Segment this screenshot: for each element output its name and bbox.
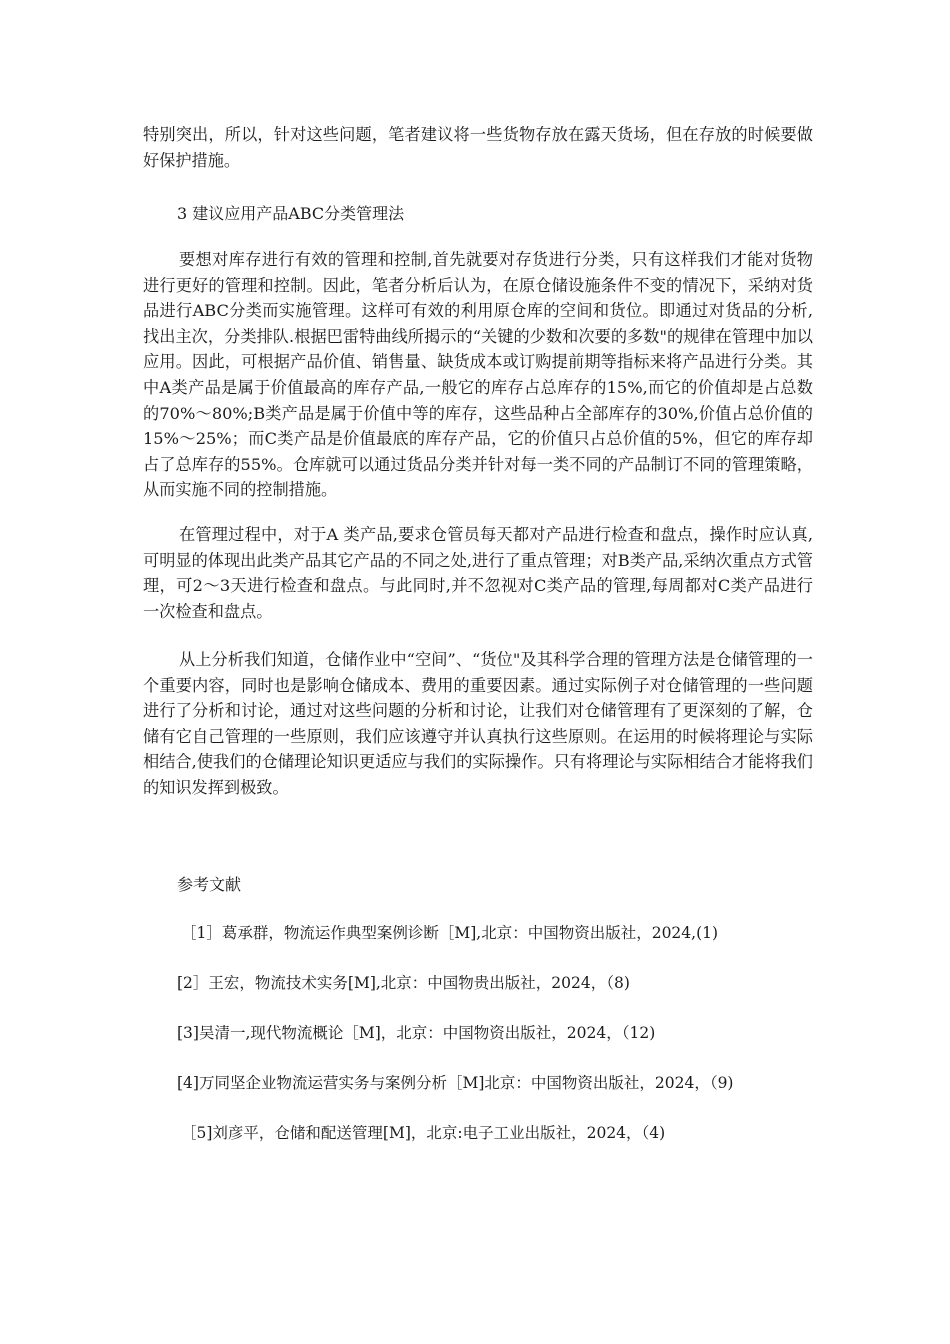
section-heading: 3 建议应用产品ABC分类管理法 xyxy=(177,204,405,223)
references-heading: 参考文献 xyxy=(177,875,242,894)
reference-item: ［5]刘彦平，仓储和配送管理[M]，北京:电子工业出版社，2024，（4) xyxy=(181,1124,666,1142)
body-paragraph-abc-classification: 要想对库存进行有效的管理和控制,首先就要对存货进行分类，只有这样我们才能对货物进行更好的管理和控制。因此，笔者分析后认为，在原仓储设施条件不变的情况下，采纳对货品进行ABC分类而实施管理。这样可有效的利用原仓库的空间和货位。即通过对货品的分析,找出主次，分类排队.根据巴雷特曲线所揭示的“关键的少数和次要的多数"的规律在管理中加以应用。因此，可根据产品价值、销售量、缺货成本或订购提前期等指标来将产品进行分类。其中A类产品是属于价值最高的库存产品,一般它的库存占总库存的15%,而它的价值却是占总数的70%～80%;B类产品是属于价值中等的库存，这些品种占全部库存的30%,价值占总价值的 15%～25%；而C类产品是价值最底的库存产品，它的价值只占总价值的5%，但它的库存却占了总库存的55%。仓库就可以通过货品分类并针对每一类不同的产品制订不同的管理策略，从而实施不同的控制措施。 xyxy=(143,250,813,500)
body-paragraph-conclusion: 从上分析我们知道，仓储作业中“空间”、“货位"及其科学合理的管理方法是仓储管理的一个重要内容，同时也是影响仓储成本、费用的重要因素。通过实际例子对仓储管理的一些问题进行了分析和讨论，通过对这些问题的分析和讨论，让我们对仓储管理有了更深刻的了解，仓储有它自己管理的一些原则，我们应该遵守并认真执行这些原则。在运用的时候将理论与实际相结合,使我们的仓储理论知识更适应与我们的实际操作。只有将理论与实际相结合才能将我们的知识发挥到极致。 xyxy=(143,650,813,797)
intro-paragraph: 特别突出，所以，针对这些问题，笔者建议将一些货物存放在露天货场，但在存放的时候要做好保护措施。 xyxy=(143,125,813,170)
reference-item: [2］王宏，物流技术实务[M],北京：中国物贵出版社，2024，（8) xyxy=(177,974,630,992)
reference-item: [3]吴清一,现代物流概论［M]，北京：中国物资出版社，2024，（12) xyxy=(177,1024,656,1042)
reference-item: ［1］葛承群，物流运作典型案例诊断［M],北京：中国物资出版社，2024,(1) xyxy=(181,924,719,942)
reference-item: [4]万同坚企业物流运营实务与案例分析［M]北京：中国物资出版社，2024，（9) xyxy=(177,1074,734,1092)
body-paragraph-management-process: 在管理过程中，对于A 类产品,要求仓管员每天都对产品进行检查和盘点，操作时应认真,可明显的体现出此类产品其它产品的不同之处,进行了重点管理；对B类产品,采纳次重点方式管理，可2～3天进行检查和盘点。与此同时,并不忽视对C类产品的管理,每周都对C类产品进行一次检查和盘点。 xyxy=(143,525,813,621)
